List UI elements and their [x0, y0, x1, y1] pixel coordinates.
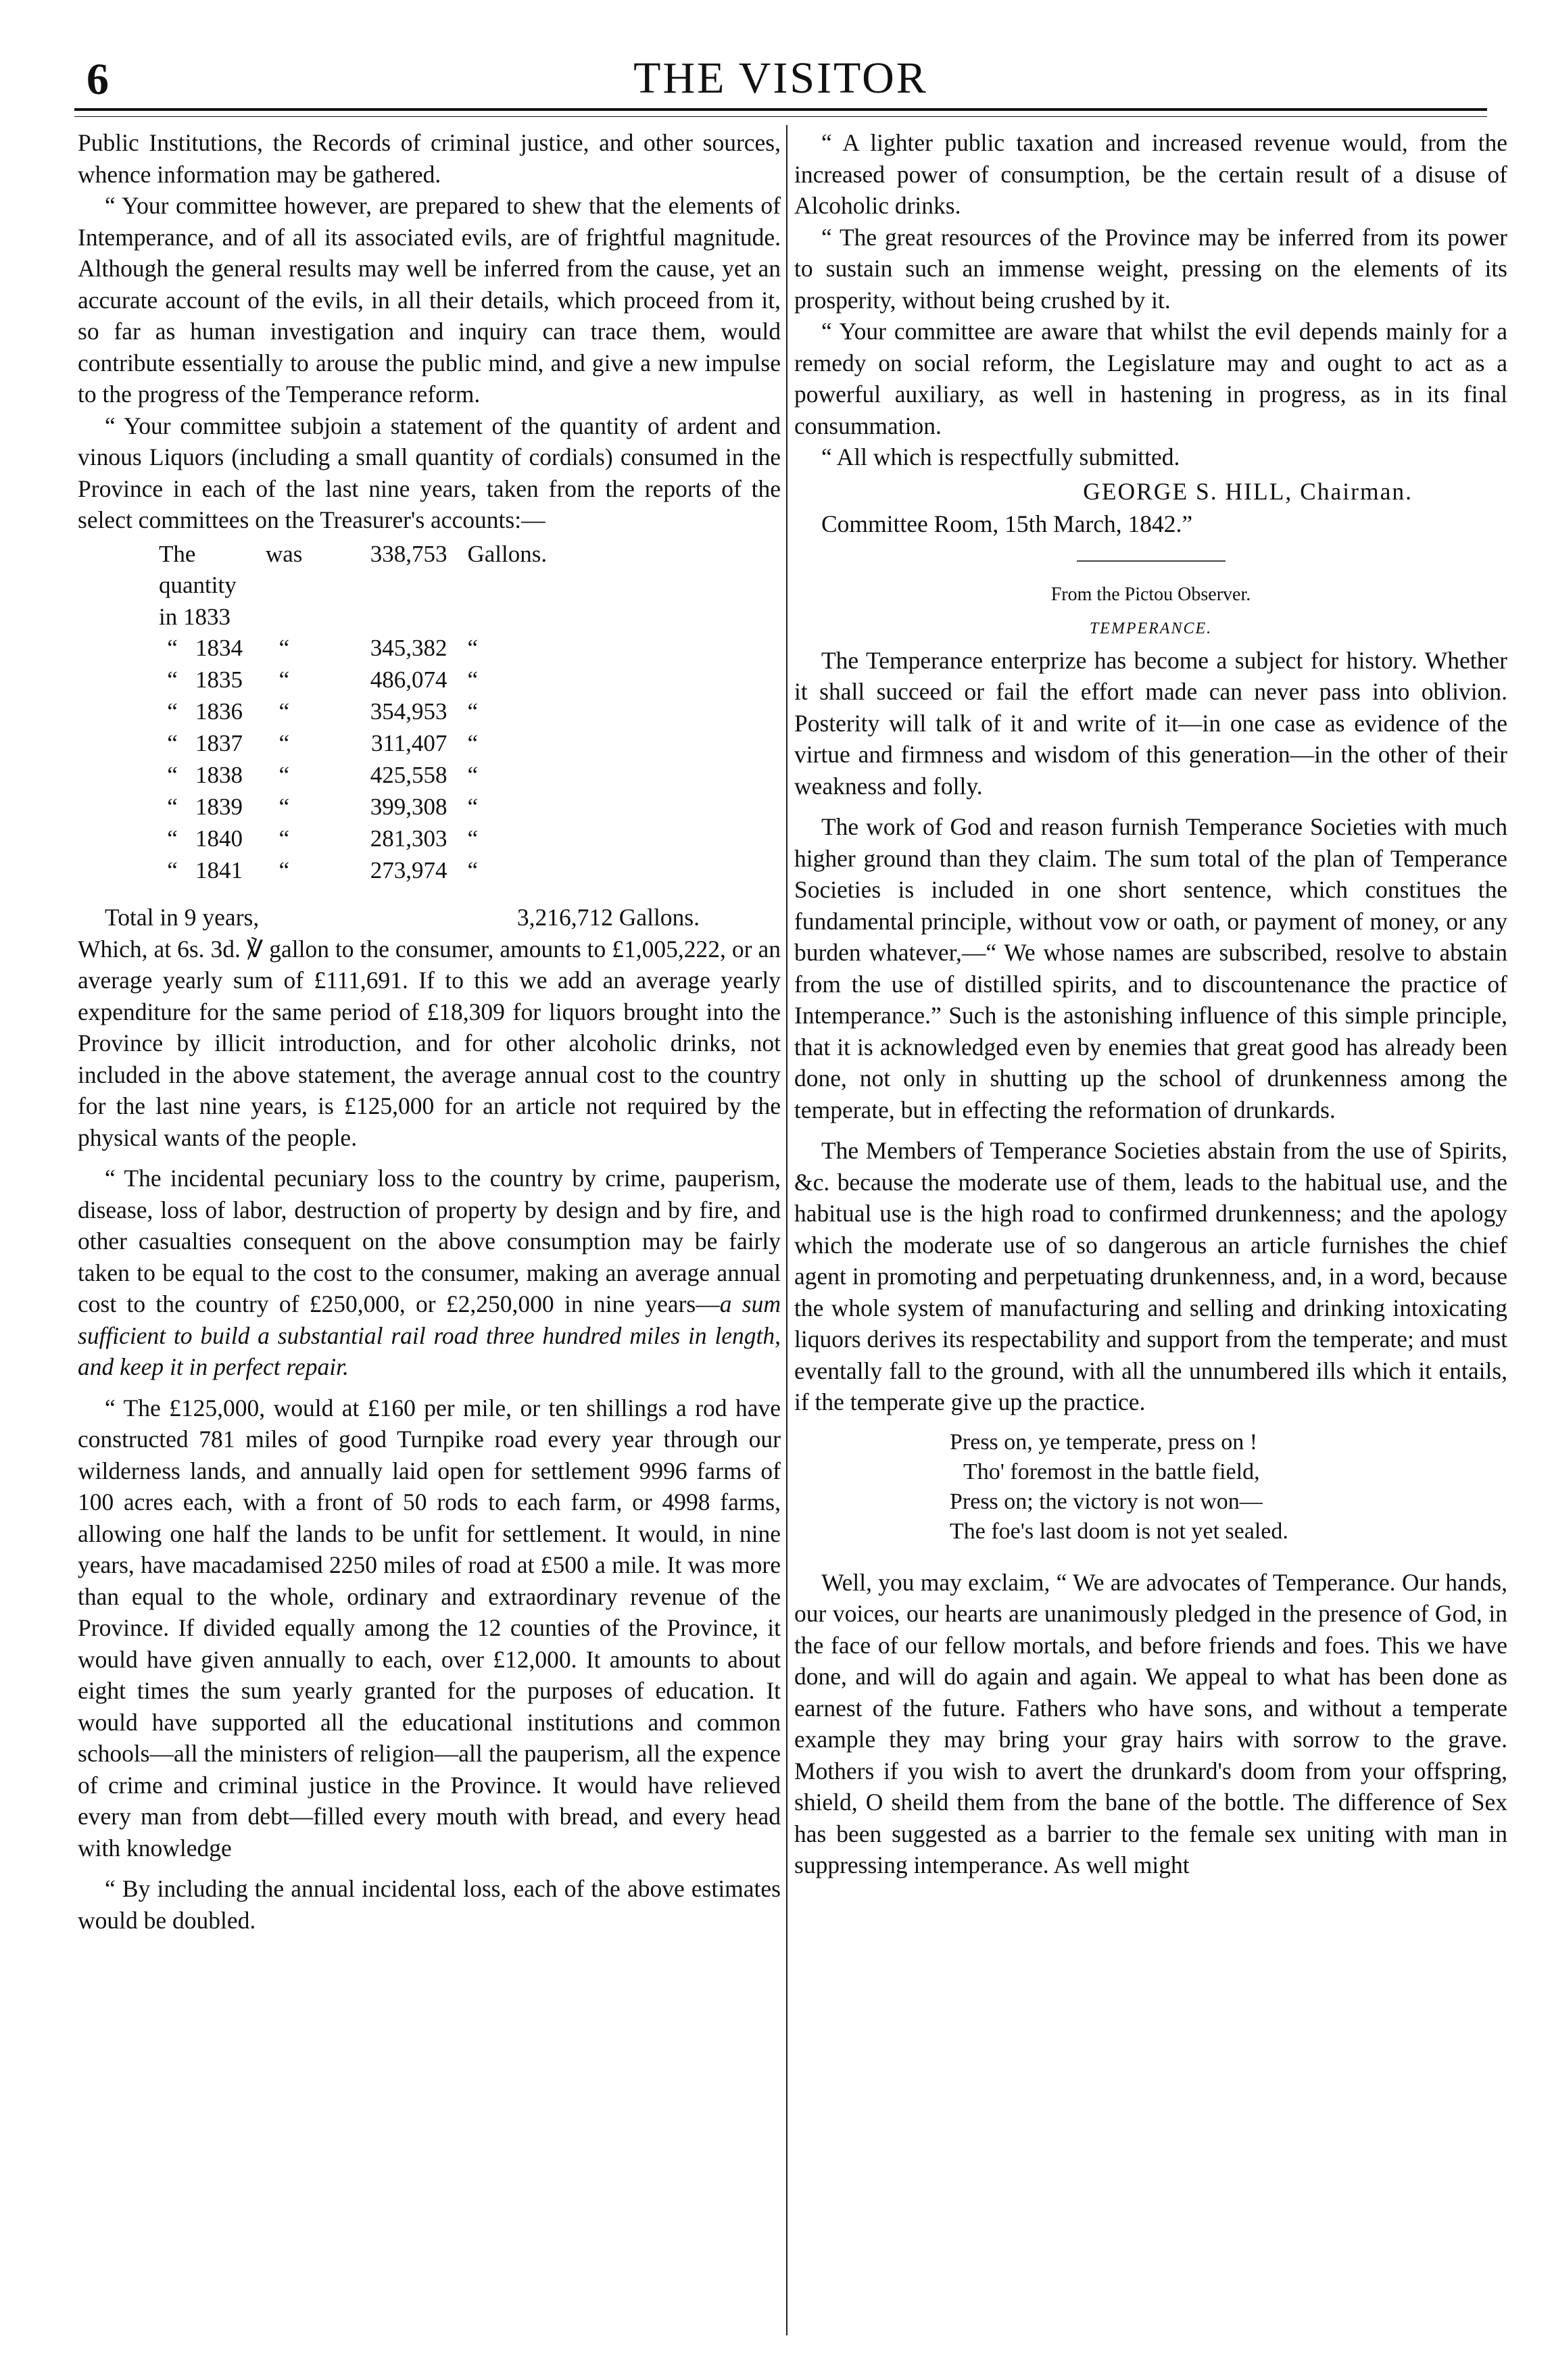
paragraph: [78, 1163, 781, 1383]
table-cell: was: [266, 540, 303, 567]
ditto-mark: “: [278, 794, 289, 820]
paragraph: “ Your committee subjoin a statement of the quantity of ardent and vinous Liquors (including a small quantity of cordials) consumed in the Province in each of the last nine years, taken from the reports of the select committees on the Treasurer's accounts:—: [78, 412, 781, 533]
table-cell: 338,753: [370, 540, 447, 567]
table-cell: 311,407: [370, 730, 447, 756]
ditto-mark: “: [467, 762, 478, 788]
poem-line: The foe's last doom is not yet sealed.: [950, 1518, 1288, 1544]
ditto-mark: “: [278, 730, 289, 756]
ditto-mark: “: [167, 825, 178, 852]
table-row: [159, 696, 556, 728]
paragraph: Which, at 6s. 3d. ℣ gallon to the consumer, amounts to £1,005,222, or an average yearly sum of £111,691. If to this we add an average yearly expenditure for the same period of £18,309 for liquors brought into the Province by illicit introduction, and for other alcoholic drinks, not included in the above statement, the average annual cost to the country for the last nine years, is £125,000 for an article not required by the physical wants of the people.: [78, 935, 781, 1151]
ditto-mark: “: [467, 857, 478, 883]
paragraph: The work of God and reason furnish Temperance Societies with much higher ground than they claim. The sum total of the plan of Temperance Societies is included in one short sentence, which constitues the fundamental principle, without vow or oath, or payment of money, or any burden whatever,—“ We whose names are subscribed, resolve to abstain from the use of distilled spirits, and to discountenance the practice of Intemperance.” Such is the astonishing influence of this simple principle, that it is acknowledged even by enemies that great good has already been done, not only in shutting up the school of drunkenness among the temperate, but in effecting the reformation of drunkards.: [794, 813, 1507, 1123]
ditto-mark: “: [167, 730, 178, 756]
total-line: [78, 902, 781, 933]
table-cell: 1835: [195, 666, 243, 693]
ditto-mark: “: [167, 762, 178, 788]
poem-line: Press on; the victory is not won—: [950, 1488, 1263, 1514]
table-cell: 1837: [195, 730, 243, 756]
ditto-mark: “: [467, 635, 478, 661]
paragraph: “ Your committee are aware that whilst the evil depends mainly for a remedy on social reform, the Legislature may and ought to act as a powerful auxiliary, as well in hastening in progress, as in its final consummation.: [794, 318, 1507, 439]
ditto-mark: “: [278, 635, 289, 661]
total-value: 3,216,712 Gallons.: [516, 904, 700, 931]
table-row: [159, 539, 556, 633]
table-cell: 399,308: [370, 794, 447, 820]
ditto-mark: “: [278, 857, 289, 883]
paragraph: “ All which is respectfully submitted.: [821, 443, 1180, 470]
paragraph: The Members of Temperance Societies abstain from the use of Spirits, &c. because the moderate use of them, leads to the habitual use, and the habitual use is the high road to confirmed drunkenness; and the apology which the moderate use of so dangerous an article furnishes the chief agent in promoting and perpetuating drunkenness, and, in a word, because the whole system of manufacturing and selling and drinking intoxicating liquors derives its respectability and support from the temperate; and must eventally fall to the ground, with all the unnumbered ills which it entails, if the temperate give up the practice.: [794, 1137, 1507, 1415]
paragraph-italic-text: a sum sufficient to build a substantial rail road three hundred miles in length, and keep it in perfect repair.: [78, 1290, 781, 1380]
total-label: Total in 9 years,: [105, 904, 260, 931]
table-cell: 486,074: [370, 666, 447, 693]
table-cell: 345,382: [370, 635, 447, 661]
ditto-mark: “: [278, 762, 289, 788]
table-row: [159, 633, 556, 664]
ditto-mark: “: [167, 698, 178, 725]
ditto-mark: “: [167, 794, 178, 820]
table-cell: 273,974: [370, 857, 447, 883]
column-divider: [786, 125, 787, 2335]
table-cell: 281,303: [370, 825, 447, 852]
table-row: [159, 823, 556, 855]
ditto-mark: “: [278, 825, 289, 852]
section-separator: [1077, 560, 1226, 562]
table-cell: 1838: [195, 762, 243, 788]
table-cell: 1839: [195, 794, 243, 820]
section-heading: TEMPERANCE.: [1089, 620, 1213, 637]
poem-line: Tho' foremost in the battle field,: [963, 1459, 1260, 1484]
table-cell: 1840: [195, 825, 243, 852]
paragraph: Public Institutions, the Records of criminal justice, and other sources, whence information may be gathered.: [78, 129, 781, 188]
table-cell: 1834: [195, 635, 243, 661]
signature: GEORGE S. HILL, Chairman.: [1083, 477, 1413, 505]
table-cell: 1836: [195, 698, 243, 725]
source-line: From the Pictou Observer.: [1050, 583, 1251, 605]
committee-room: Committee Room, 15th March, 1842.”: [821, 510, 1193, 537]
table-cell: 425,558: [370, 762, 447, 788]
paragraph-text: “ The incidental pecuniary loss to the country by crime, pauperism, disease, loss of labor, destruction of property by design and by fire, and other casualties consequent on the above consumption may be fairly taken to be equal to the cost to the consumer, making an average annual cost to the country of £250,000, or £2,250,000 in nine years—: [78, 1165, 781, 1317]
header-rule-thick: [74, 108, 1487, 111]
table-cell: 1841: [195, 857, 243, 883]
paragraph: “ A lighter public taxation and increased revenue would, from the increased power of consumption, be the certain result of a disuse of Alcoholic drinks.: [794, 129, 1507, 219]
ditto-mark: “: [167, 857, 178, 883]
ditto-mark: “: [467, 698, 478, 725]
right-column: [794, 127, 1507, 1881]
page-header: [74, 41, 1487, 108]
poem-line: Press on, ye temperate, press on !: [950, 1429, 1258, 1455]
header-rule-thin: [74, 116, 1487, 117]
table-row: [159, 760, 556, 792]
table-cell: 354,953: [370, 698, 447, 725]
ditto-mark: “: [278, 698, 289, 725]
ditto-mark: “: [467, 794, 478, 820]
quantity-table: [159, 539, 556, 888]
ditto-mark: “: [467, 825, 478, 852]
paragraph: Well, you may exclaim, “ We are advocates of Temperance. Our hands, our voices, our hearts are unanimously pledged in the presence of God, in the face of our fellow mortals, and before friends and foes. This we have done, and will do again and again. We appeal to what has been done as earnest of the future. Fathers who have sons, and without a temperate example they may bring your gray hairs with sorrow to the grave. Mothers if you wish to avert the drunkard's doom from your offspring, shield, O sheild them from the bane of the bottle. The difference of Sex has been suggested as a barrier to the female sex uniting with man in suppressing intemperance. As well might: [794, 1568, 1507, 1878]
ditto-mark: “: [278, 666, 289, 693]
page-title: THE VISITOR: [633, 53, 928, 103]
ditto-mark: “: [167, 635, 178, 661]
table-row: [159, 792, 556, 823]
ditto-mark: “: [467, 730, 478, 756]
table-row: [159, 664, 556, 696]
ditto-mark: “: [167, 666, 178, 693]
table-cell: Gallons.: [467, 540, 548, 567]
poem: [950, 1428, 1507, 1547]
table-cell: The quantity in 1833: [159, 540, 237, 630]
paragraph: “ Your committee however, are prepared to shew that the elements of Intemperance, and of all its associated evils, are of frightful magnitude. Although the general results may well be inferred from the cause, yet an accurate account of the evils, in all their details, which proceed from it, so far as human investigation and inquiry can trace them, would contribute essentially to arouse the public mind, and give a new impulse to the progress of the Temperance reform.: [78, 192, 781, 408]
table-row: [159, 728, 556, 760]
ditto-mark: “: [467, 666, 478, 693]
left-column: [78, 127, 781, 1936]
table-row: [159, 855, 556, 887]
paragraph: “ By including the annual incidental loss, each of the above estimates would be doubled.: [78, 1875, 781, 1934]
paragraph: The Temperance enterprize has become a subject for history. Whether it shall succeed or fail the effort made can never pass into oblivion. Posterity will talk of it and write of it—in one case as evidence of the virtue and firmness and wisdom of this generation—in the other of their weakness and folly.: [794, 646, 1507, 800]
paragraph: “ The £125,000, would at £160 per mile, or ten shillings a rod have constructed 781 miles of good Turnpike road every year through our wilderness lands, and annually laid open for settlement 9996 farms of 100 acres each, with a front of 50 rods to each farm, or 4998 farms, allowing one half the lands to be unfit for settlement. It would, in nine years, have macadamised 2250 miles of road at £500 a mile. It was more than equal to the whole, ordinary and extraordinary revenue of the Province. If divided equally among the 12 counties of the Province, it would have given annually to each, over £12,000. It amounts to about eight times the sum yearly granted for the purposes of education. It would have supported all the educational institutions and common schools—all the ministers of religion—all the pauperism, all the expence of crime and criminal justice in the Province. It would have relieved every man from debt—filled every mouth with bread, and every head with knowledge: [78, 1394, 781, 1862]
page-number: 6: [87, 55, 109, 104]
paragraph: “ The great resources of the Province may be inferred from its power to sustain such an immense weight, pressing on the elements of its prosperity, without being crushed by it.: [794, 223, 1507, 314]
